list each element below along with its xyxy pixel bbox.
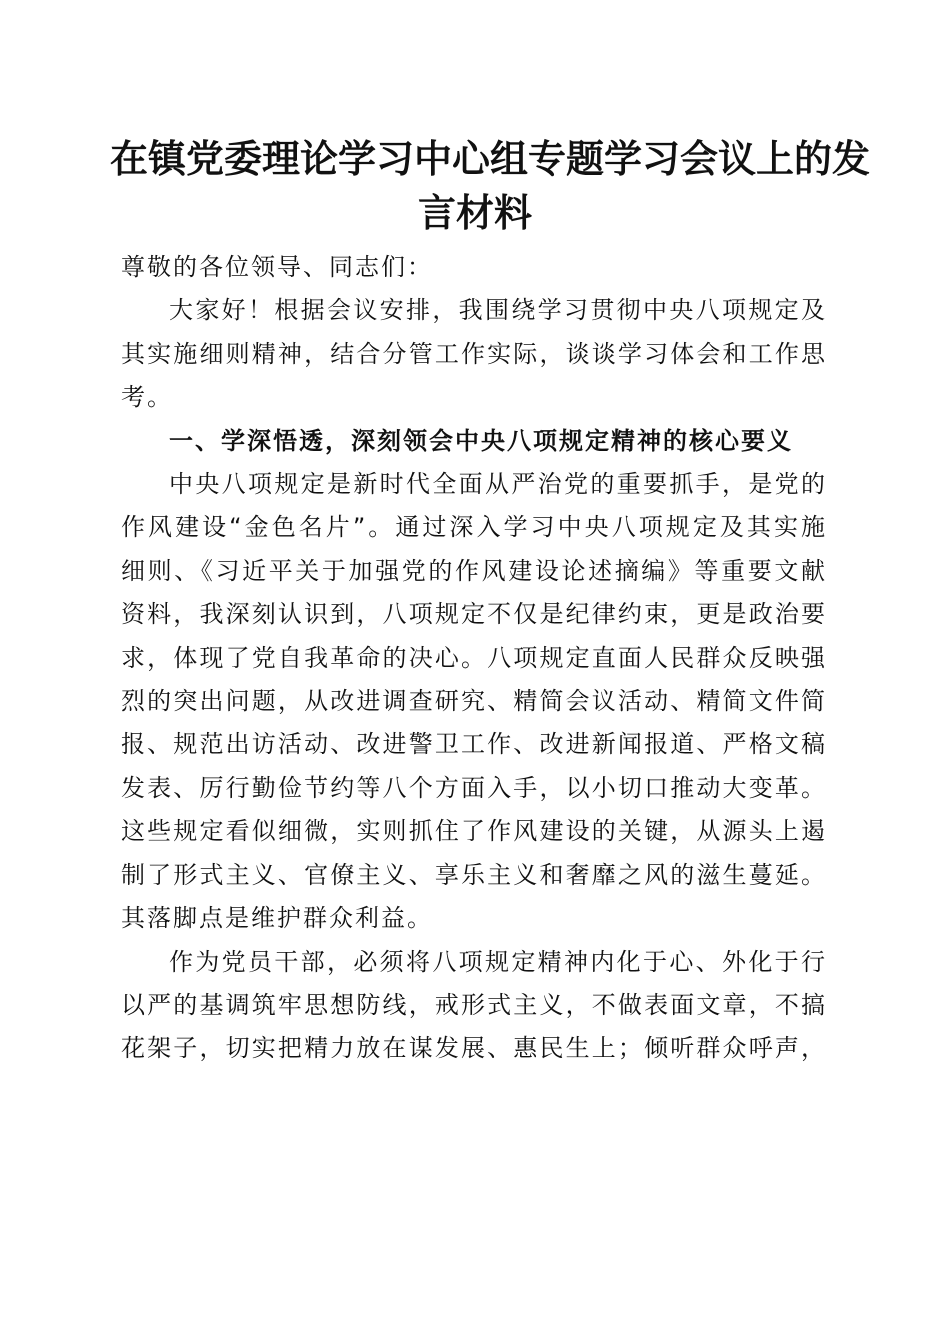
paragraph-line: 制了形式主义、官僚主义、享乐主义和奢靡之风的滋生蔓延。: [121, 860, 825, 889]
paragraph-line: 作风建设“金色名片”。通过深入学习中央八项规定及其实施: [121, 513, 825, 542]
intro-line: 考。: [121, 383, 173, 412]
paragraph-1: [121, 463, 825, 940]
paragraph-line: 烈的突出问题，从改进调查研究、精简会议活动、精简文件简: [121, 687, 825, 716]
paragraph-line: 作为党员干部，必须将八项规定精神内化于心、外化于行: [169, 947, 825, 976]
salutation-text: 尊敬的各位领导、同志们：: [121, 253, 433, 281]
section-heading-1: [121, 420, 825, 463]
paragraph-2: [121, 941, 825, 1071]
intro-line: 其实施细则精神，结合分管工作实际，谈谈学习体会和工作思: [121, 339, 825, 368]
title-line-1: 在镇党委理论学习中心组专题学习会议上的发: [110, 136, 871, 181]
paragraph-line: 其落脚点是维护群众利益。: [121, 904, 433, 933]
paragraph-line: 这些规定看似细微，实则抓住了作风建设的关键，从源头上遏: [121, 817, 825, 846]
paragraph-line: 细则、《习近平关于加强党的作风建设论述摘编》等重要文献: [121, 556, 825, 585]
section-heading-text: 一、学深悟透，深刻领会中央八项规定精神的核心要义: [169, 426, 793, 455]
paragraph-line: 资料，我深刻认识到，八项规定不仅是纪律约束，更是政治要: [121, 600, 825, 629]
salutation: [121, 246, 825, 289]
intro-line: 大家好！根据会议安排，我围绕学习贯彻中央八项规定及: [169, 296, 825, 325]
document-title: [110, 132, 871, 240]
paragraph-line: 报、规范出访活动、改进警卫工作、改进新闻报道、严格文稿: [121, 730, 825, 759]
paragraph-line: 中央八项规定是新时代全面从严治党的重要抓手，是党的: [169, 470, 825, 499]
intro-paragraph: [121, 289, 825, 419]
paragraph-line: 发表、厉行勤俭节约等八个方面入手，以小切口推动大变革。: [121, 773, 825, 802]
document-body: [121, 246, 825, 1071]
paragraph-line: 以严的基调筑牢思想防线，戒形式主义，不做表面文章，不搞: [121, 990, 825, 1019]
paragraph-line: 花架子，切实把精力放在谋发展、惠民生上；倾听群众呼声，: [121, 1034, 825, 1063]
title-line-2: 言材料: [417, 190, 532, 235]
paragraph-line: 求，体现了党自我革命的决心。八项规定直面人民群众反映强: [121, 643, 825, 672]
